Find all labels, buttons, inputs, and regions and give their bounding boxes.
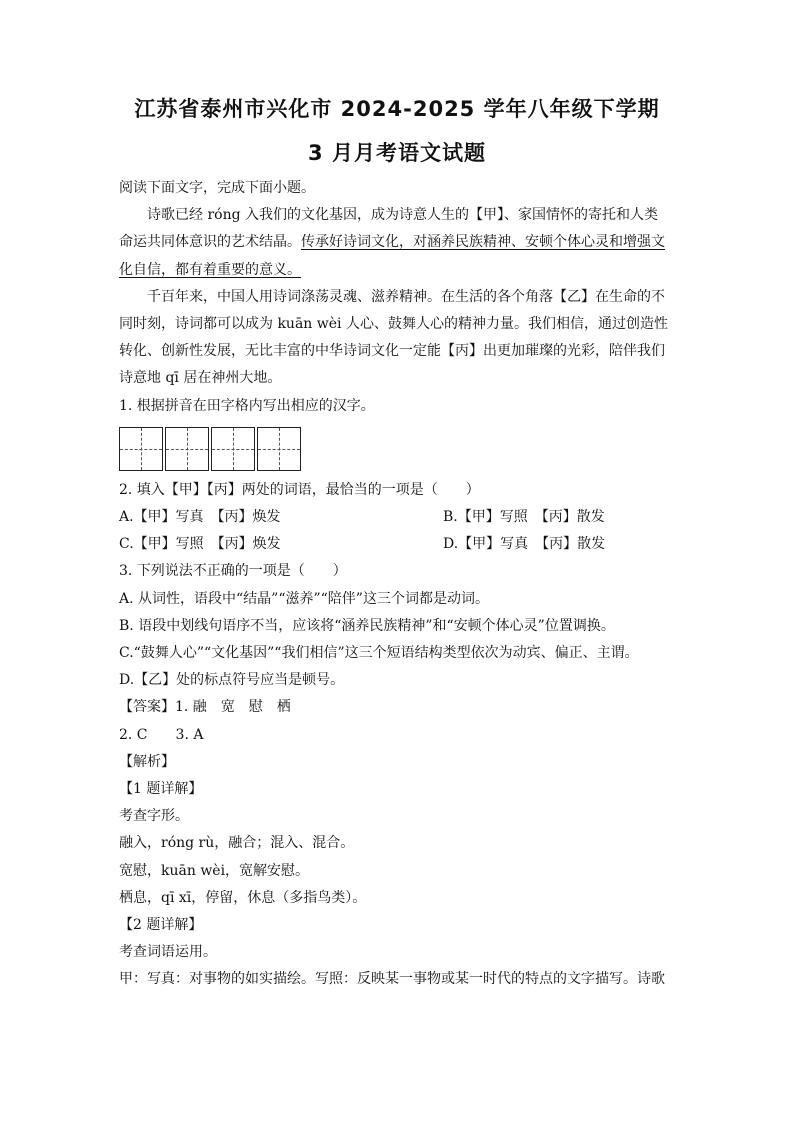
q3-option-d: D.【乙】处的标点符号应当是顿号。 xyxy=(119,672,345,689)
answer-q3: 3. A xyxy=(175,726,204,743)
analysis-q2-line: 考查词语运用。 xyxy=(119,944,217,961)
answer-line-2 xyxy=(119,722,671,749)
document-title-line1: 江苏省泰州市兴化市 2024-2025 学年八年级下学期 xyxy=(134,97,660,121)
document-title-line2: 3 月月考语文试题 xyxy=(308,141,486,165)
q2-option-c: C.【甲】写照 【丙】焕发 xyxy=(119,536,281,553)
question-1-stem: 1. 根据拼音在田字格内写出相应的汉字。 xyxy=(119,397,375,414)
intro-instruction: 阅读下面文字，完成下面小题。 xyxy=(119,180,315,196)
answer-line xyxy=(119,694,671,721)
tianzige-cell[interactable] xyxy=(119,427,163,471)
answer-q2: 2. C xyxy=(119,726,148,743)
analysis-q1-line: 融入，róng rù，融合；混入、混合。 xyxy=(119,835,355,852)
underlined-sentence: 传承好诗词文化，对涵养民族精神、安顿个体心灵和增强文化自信，都有着重要的意义。 xyxy=(119,234,665,278)
passage-p1-text: 诗歌已经 róng 入我们的文化基因，成为诗意人生的【甲】、家国情怀的寄托和人类命运共同体意识的艺术结晶。 xyxy=(119,207,658,251)
q2-option-d: D.【甲】写真 【丙】散发 xyxy=(443,536,606,553)
passage-paragraph-1 xyxy=(119,202,671,284)
q3-option-b: B. 语段中划线句语序不当，应该将“涵养民族精神”和“安顿个体心灵”位置调换。 xyxy=(119,617,615,634)
analysis-label: 【解析】 xyxy=(119,753,175,770)
tianzige-cell[interactable] xyxy=(257,427,301,471)
tianzige-grid xyxy=(119,427,671,471)
passage-paragraph-2: 千百年来，中国人用诗词涤荡灵魂、滋养精神。在生活的各个角落【乙】在生命的不同时刻，诗词都可以成为 kuān wèi 人心、鼓舞人心的精神力量。我们相信，通过创造性转化、创新性发展，无比丰富的中华诗词文化一定能【丙】出更加璀璨的光彩，陪伴我们诗意地 qī 居在神州大地。 xyxy=(119,288,668,387)
question-2-stem: 2. 填入【甲】【丙】两处的词语，最恰当的一项是（ ） xyxy=(119,481,480,498)
question-2-options-row-2 xyxy=(119,531,671,558)
question-2-options-row-1 xyxy=(119,504,671,531)
tianzige-cell[interactable] xyxy=(211,427,255,471)
question-3-stem: 3. 下列说法不正确的一项是（ ） xyxy=(119,563,347,580)
tianzige-cell[interactable] xyxy=(165,427,209,471)
answer-label: 【答案】 xyxy=(119,699,175,716)
analysis-q2-line: 甲：写真：对事物的如实描绘。写照：反映某一事物或某一时代的特点的文字描写。诗歌 xyxy=(119,971,665,988)
analysis-q1-line: 栖息，qī xī，停留，休息（多指鸟类）。 xyxy=(119,889,367,906)
analysis-q2-label: 【2 题详解】 xyxy=(119,917,203,934)
analysis-q1-line: 考查字形。 xyxy=(119,808,189,825)
analysis-q1-label: 【1 题详解】 xyxy=(119,781,203,798)
q2-option-b: B.【甲】写照 【丙】散发 xyxy=(443,509,605,526)
q3-option-c: C.“鼓舞人心”“文化基因”“我们相信”这三个短语结构类型依次为动宾、偏正、主谓。 xyxy=(119,645,639,662)
analysis-q1-line: 宽慰，kuān wèi，宽解安慰。 xyxy=(119,862,310,879)
q3-option-a: A. 从词性，语段中“结晶”“滋养”“陪伴”这三个词都是动词。 xyxy=(119,590,489,607)
document-body xyxy=(119,175,671,994)
q2-option-a: A.【甲】写真 【丙】焕发 xyxy=(119,509,281,526)
answer-q1: 1. 融 宽 慰 栖 xyxy=(175,699,291,716)
